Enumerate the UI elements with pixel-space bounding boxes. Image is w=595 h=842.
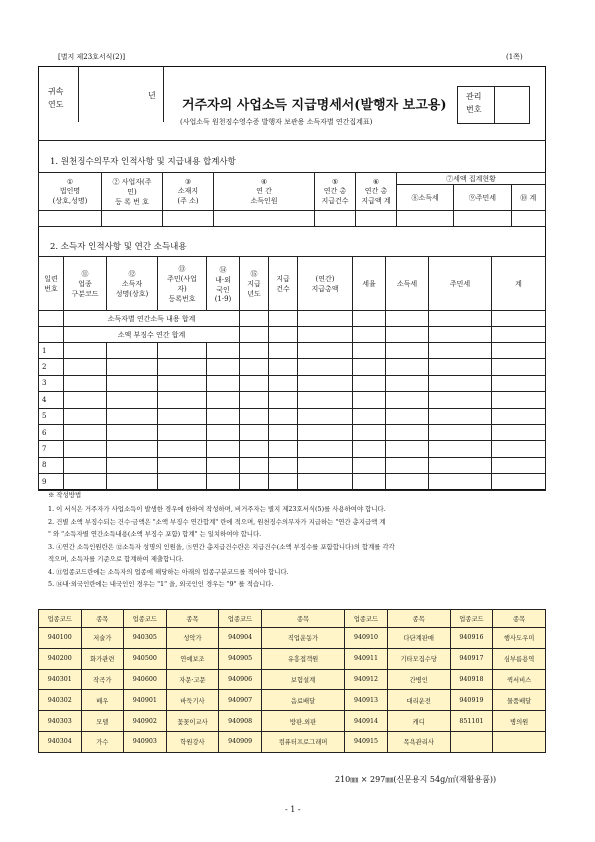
col-resident-tax: ⑨주민세 [454,185,511,211]
industry-code-table [38,609,546,753]
small-amount-sum-label: 소액 부징수 연간 합계 [64,327,240,343]
col-label: 일련 [44,274,58,283]
col-num: ⑥ [372,177,380,186]
input-cell[interactable] [298,474,353,490]
input-cell[interactable] [298,457,353,473]
col-label: 내·외 [215,275,231,284]
input-cell[interactable] [492,408,546,424]
industry-name: 직업운동가 [261,628,344,649]
input-cell[interactable] [429,343,492,359]
input-cell[interactable] [207,457,240,473]
industry-name: 바둑기사 [166,690,219,711]
input-cell[interactable] [492,457,546,473]
input-cell[interactable] [298,408,353,424]
input-cell[interactable] [353,375,386,391]
industry-code: 940912 [345,669,388,690]
input-cell[interactable] [207,441,240,457]
input-cell[interactable] [240,327,269,343]
attrib-year-label-2: 연도 [48,100,64,109]
industry-code: 940301 [39,669,82,690]
code-header: 종목 [493,610,546,628]
input-cell[interactable] [207,424,240,440]
input-cell[interactable] [158,441,207,457]
col-label: 지급건수 [321,196,349,205]
input-cell[interactable] [269,441,298,457]
input-cell[interactable] [492,424,546,440]
industry-code: 940500 [124,648,167,669]
industry-name: 물품배달 [493,690,546,711]
industry-name: 화가관련 [81,648,124,669]
industry-code: 940908 [219,711,262,732]
mgmt-label-2: 번호 [466,105,482,114]
input-cell[interactable] [492,441,546,457]
col-label: 지급총액 [311,284,339,293]
notes-heading: ※ 작성방법 [48,491,82,499]
industry-code: 940917 [450,648,493,669]
col-label: 연간 총 [364,186,388,195]
input-cell[interactable] [269,327,298,343]
input-cell[interactable] [107,474,158,490]
paper-spec: 210㎜ × 297㎜(신문용지 54g/㎡(재활용품)) [335,775,497,784]
input-cell[interactable] [269,375,298,391]
col-label: 연간 총 [323,186,347,195]
input-cell[interactable] [269,343,298,359]
col-num: ⑤ [331,177,339,186]
industry-name: 작곡가 [81,669,124,690]
input-cell[interactable] [386,474,429,490]
input-cell[interactable] [492,311,546,327]
input-cell[interactable] [240,424,269,440]
table-row [39,392,546,408]
industry-code: 940910 [345,628,388,649]
industry-code: 940902 [124,711,167,732]
col-label: (1·9) [214,294,232,303]
input-cell[interactable] [240,408,269,424]
industry-name: 꽃꽂이교사 [166,711,219,732]
col-label: 지급액 계 [361,196,391,205]
input-cell[interactable] [64,343,107,359]
table-row [39,457,546,473]
row-number: 3 [39,375,64,391]
industry-name: 배우 [81,690,124,711]
input-cell[interactable] [158,474,207,490]
input-cell[interactable] [298,343,353,359]
input-cell[interactable] [240,311,269,327]
input-cell[interactable] [386,441,429,457]
input-cell[interactable] [269,408,298,424]
row-number: 5 [39,408,64,424]
input-cell[interactable] [64,441,107,457]
input-cell[interactable] [207,474,240,490]
industry-name: 자문·고문 [166,669,219,690]
input-cell[interactable] [386,343,429,359]
input-cell[interactable] [158,457,207,473]
note-item: 3. ④연간 소득인원란은 ⑫소득자 성명의 인원을, ⑤연간 총지급건수란은 지급건수(소액 부징수를 포함합니다)의 합계를 각각 [48,542,395,551]
industry-code: 940901 [124,690,167,711]
col-label: 연 간 [256,186,272,195]
industry-name: 다단계판매 [387,628,450,649]
income-sum-label: 소득자별 연간소득 내용 합계 [64,311,240,327]
input-cell[interactable] [429,424,492,440]
table-row [39,441,546,457]
industry-code: 940100 [39,628,82,649]
col-label: 계 [492,257,546,311]
input-cell[interactable] [298,327,353,343]
input-cell[interactable] [240,375,269,391]
attrib-year-label: 귀속 [48,87,64,96]
input-cell[interactable] [353,343,386,359]
table-row [39,424,546,440]
input-cell[interactable] [269,457,298,473]
input-cell[interactable] [240,474,269,490]
input-cell[interactable] [511,211,545,227]
input-cell[interactable] [158,343,207,359]
industry-name: 대리운전 [387,690,450,711]
row-number: 9 [39,474,64,490]
input-cell[interactable] [454,211,511,227]
industry-name: 학원강사 [166,731,219,752]
industry-code: 940909 [219,731,262,752]
industry-name: 가수 [81,731,124,752]
input-cell[interactable] [39,211,102,227]
code-header: 업종코드 [124,610,167,628]
col-label: 국인 [216,285,230,294]
table-row [39,375,546,391]
input-cell[interactable] [429,311,492,327]
income-rows [39,343,546,491]
industry-code: 940919 [450,690,493,711]
col-label: 구분코드 [71,289,99,298]
industry-code: 940906 [219,669,262,690]
input-cell[interactable] [386,359,429,375]
code-header: 종목 [387,610,450,628]
industry-code: 940304 [39,731,82,752]
table-row [39,474,546,490]
industry-code: 940913 [345,690,388,711]
col-label: 년도 [247,289,261,298]
input-cell[interactable] [207,359,240,375]
form-subtitle: (사업소득 원천징수영수증 발행자 보관용 소득자별 연간집계표) [180,118,373,126]
input-cell[interactable] [353,441,386,457]
code-header: 업종코드 [450,610,493,628]
input-cell[interactable] [240,359,269,375]
income-table [38,256,546,491]
input-cell[interactable] [163,211,214,227]
industry-code: 940905 [219,648,262,669]
input-cell[interactable] [492,327,546,343]
input-cell[interactable] [158,392,207,408]
page-number: - 1 - [285,805,301,814]
input-cell[interactable] [214,211,315,227]
input-cell[interactable] [107,441,158,457]
input-cell[interactable] [386,457,429,473]
input-cell[interactable] [429,408,492,424]
industry-name: 연예보조 [166,648,219,669]
row-number: 4 [39,392,64,408]
col-label: 주민세 [429,257,492,311]
col-num: ② 사업자(주 [112,177,152,186]
input-cell[interactable] [64,408,107,424]
industry-code: 940916 [450,628,493,649]
page-count: (1쪽) [506,53,523,61]
input-cell[interactable] [107,343,158,359]
col-label: 소득인원 [250,196,278,205]
input-cell[interactable] [269,311,298,327]
form-title: 거주자의 사업소득 지급명세서(발행자 보고용) [182,98,447,113]
col-label: 세율 [353,257,386,311]
note-item: 2. 건별 소액 부징수되는 건수·금액은 "소액 부징수 연간합계" 란에 적으며, 원천징수의무자가 지급하는 "연간 총지급액 계 [48,517,386,526]
input-cell[interactable] [429,327,492,343]
input-cell[interactable] [207,408,240,424]
input-cell[interactable] [429,441,492,457]
industry-code: 940907 [219,690,262,711]
section1-title: 1. 원천징수의무자 인적사항 및 지급내용 합계사항 [50,157,236,167]
col-label: 주민(사업 [167,274,197,283]
industry-code: 940915 [345,731,388,752]
input-cell[interactable] [353,359,386,375]
input-cell[interactable] [353,392,386,408]
col-label: 성명(상호) [115,289,149,298]
code-header: 종목 [81,610,124,628]
col-label: ⑫ [128,269,136,278]
col-label: 지급 [247,279,261,288]
input-cell[interactable] [269,392,298,408]
input-cell[interactable] [492,343,546,359]
col-label: (상호,성명) [52,196,88,205]
input-cell[interactable] [240,392,269,408]
industry-name: 컴퓨터프로그래머 [261,731,344,752]
note-item: 1. 이 서식은 거주자가 사업소득이 발생한 경우에 한하여 작성하며, 비거주자는 별지 제23호서식(5)를 사용하여야 합니다. [48,505,386,513]
industry-name: 성악가 [166,628,219,649]
input-cell[interactable] [240,441,269,457]
input-cell[interactable] [386,408,429,424]
input-cell[interactable] [64,375,107,391]
row-number: 7 [39,441,64,457]
industry-code: 940904 [219,628,262,649]
col-label: 소득세 [386,257,429,311]
col-label: 법인명 [59,186,81,195]
input-cell[interactable] [207,375,240,391]
input-cell[interactable] [386,375,429,391]
industry-name: 캐디 [387,711,450,732]
input-cell[interactable] [429,375,492,391]
tax-summary-header: ⑦세액 집계현황 [397,173,546,185]
input-cell[interactable] [64,424,107,440]
col-label: 소득자 [121,279,143,288]
input-cell[interactable] [269,359,298,375]
input-cell[interactable] [353,474,386,490]
code-header: 종목 [166,610,219,628]
input-cell[interactable] [64,474,107,490]
col-num: ③ [184,177,192,186]
table-row [39,628,546,649]
col-label: 업종 [78,279,92,288]
note-item: 적으며, 소득자를 기준으로 합계하여 제출합니다. [48,555,184,563]
industry-name: 유흥접객원 [261,648,344,669]
table-row [39,648,546,669]
input-cell[interactable] [107,392,158,408]
input-cell[interactable] [353,311,386,327]
input-cell[interactable] [386,424,429,440]
industry-code: 940305 [124,628,167,649]
table-row [39,731,546,752]
input-cell[interactable] [107,457,158,473]
input-cell[interactable] [240,343,269,359]
input-cell[interactable] [429,474,492,490]
input-cell[interactable] [298,311,353,327]
input-cell[interactable] [158,408,207,424]
col-label: 자) [177,284,187,293]
table-row [39,669,546,690]
input-cell[interactable] [298,441,353,457]
col-num: ④ [260,177,268,186]
input-cell[interactable] [429,457,492,473]
industry-code: 940911 [345,648,388,669]
code-header: 종목 [261,610,344,628]
industry-code: 940918 [450,669,493,690]
input-cell[interactable] [207,343,240,359]
input-cell[interactable] [158,375,207,391]
industry-name: 보험설계 [261,669,344,690]
input-cell[interactable] [102,211,163,227]
title-box [38,66,546,126]
col-label: 민) [127,187,137,196]
mgmt-number-field[interactable] [493,86,530,124]
col-label: 지급 [276,274,290,283]
col-label: 건수 [276,284,290,293]
col-label: (연간) [315,274,335,283]
row-number: 6 [39,424,64,440]
industry-code: 851101 [450,711,493,732]
input-cell[interactable] [107,375,158,391]
input-cell[interactable] [386,311,429,327]
input-cell[interactable] [492,375,546,391]
input-cell[interactable] [492,392,546,408]
industry-name: 병의원 [493,711,546,732]
input-cell[interactable] [492,359,546,375]
input-cell[interactable] [298,375,353,391]
industry-name: 심부름용역 [493,648,546,669]
input-cell[interactable] [353,424,386,440]
input-cell[interactable] [158,359,207,375]
industry-name [493,731,546,752]
industry-code: 940903 [124,731,167,752]
industry-name: 음료배달 [261,690,344,711]
input-cell[interactable] [240,457,269,473]
table-row [39,408,546,424]
col-label: 등록번호 [168,294,196,303]
input-cell[interactable] [64,392,107,408]
col-num: ① [66,177,74,186]
input-cell[interactable] [353,457,386,473]
input-cell[interactable] [269,424,298,440]
input-cell[interactable] [298,424,353,440]
industry-code: 940303 [39,711,82,732]
code-header: 업종코드 [219,610,262,628]
col-label: ⑭ [219,265,227,274]
row-number: 8 [39,457,64,473]
industry-code: 940200 [39,648,82,669]
input-cell[interactable] [107,359,158,375]
industry-code: 940914 [345,711,388,732]
table-row [39,359,546,375]
input-cell[interactable] [298,392,353,408]
input-cell[interactable] [298,359,353,375]
col-label: (주 소) [177,196,199,205]
col-label: ⑬ [178,264,186,273]
input-cell[interactable] [353,408,386,424]
industry-code [450,731,493,752]
industry-code: 940302 [39,690,82,711]
table-row [39,690,546,711]
industry-name: 저술가 [81,628,124,649]
industry-name: 목욕관리사 [387,731,450,752]
input-cell[interactable] [315,211,356,227]
year-field[interactable] [78,66,164,122]
industry-name: 행사도우미 [493,628,546,649]
input-cell[interactable] [64,359,107,375]
industry-name: 기타모집수당 [387,648,450,669]
input-cell[interactable] [207,392,240,408]
input-cell[interactable] [386,327,429,343]
input-cell[interactable] [269,474,298,490]
table-row [39,711,546,732]
row-number: 1 [39,343,64,359]
form-number: [별지 제23호서식(2)] [58,53,126,61]
col-label: 소재지 [177,186,199,195]
col-income-tax: ⑧소득세 [397,185,454,211]
note-item: 5. ⑭내·외국인란에는 내국인인 경우는 "1" 을, 외국인인 경우는 "9" 를 적습니다. [48,580,274,588]
code-header: 업종코드 [345,610,388,628]
mgmt-label: 관리 [466,92,482,101]
withholder-table [38,172,546,227]
table-row [39,343,546,359]
input-cell[interactable] [429,392,492,408]
section2-title: 2. 소득자 인적사항 및 연간 소득내용 [50,242,187,252]
col-label: ⑪ [81,269,89,278]
input-cell[interactable] [107,408,158,424]
input-cell[interactable] [158,424,207,440]
col-label: ⑮ [250,269,258,278]
industry-name: 방판.외판 [261,711,344,732]
col-label: 등 록 번 호 [115,197,149,206]
col-total: ⑩ 계 [511,185,545,211]
input-cell[interactable] [429,359,492,375]
industry-code: 940600 [124,669,167,690]
input-cell[interactable] [107,424,158,440]
year-suffix: 년 [148,91,156,100]
input-cell[interactable] [64,457,107,473]
industry-name: 퀵서비스 [493,669,546,690]
industry-name: 간병인 [387,669,450,690]
input-cell[interactable] [356,211,397,227]
row-number: 2 [39,359,64,375]
note-item: " 와 "소득자별 연간소득내용(소액 부징수 포함) 합계" 는 일치하여야 합니다. [48,530,262,538]
input-cell[interactable] [353,327,386,343]
code-header: 업종코드 [39,610,82,628]
col-label: 번호 [44,284,58,293]
input-cell[interactable] [492,474,546,490]
industry-name: 모델 [81,711,124,732]
note-item: 4. ⑪업종코드란에는 소득자의 업종에 해당하는 아래의 업종구분코드를 적어야 합니다. [48,567,289,576]
input-cell[interactable] [386,392,429,408]
input-cell[interactable] [397,211,454,227]
